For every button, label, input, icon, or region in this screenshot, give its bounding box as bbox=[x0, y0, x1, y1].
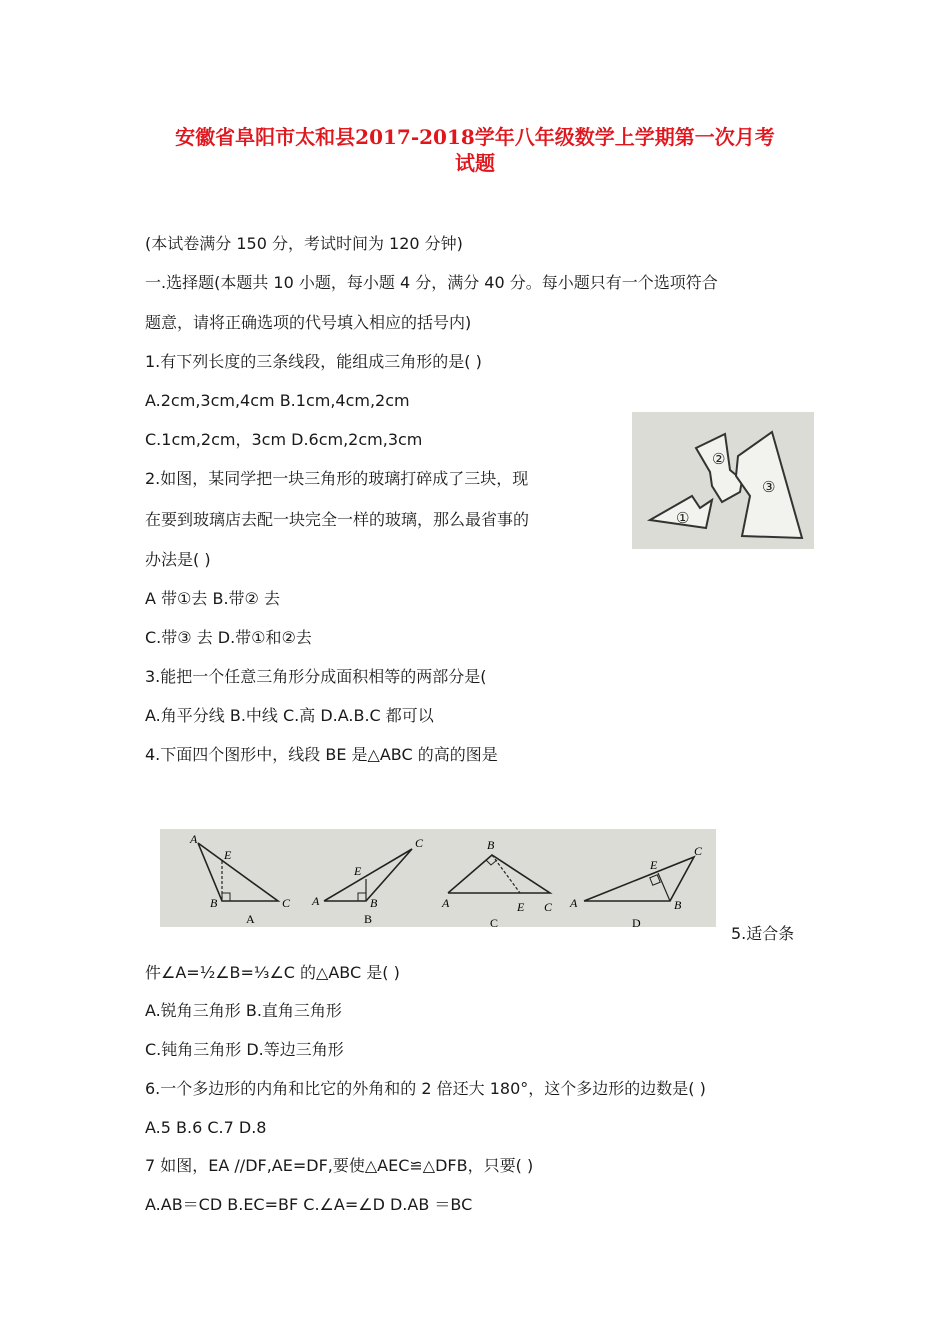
broken-glass-figure bbox=[632, 412, 814, 549]
vertex-c-d: C bbox=[694, 844, 703, 858]
caption-a: A bbox=[246, 912, 255, 926]
question-5: 5.适合条 bbox=[731, 924, 795, 943]
right-angle-mark-d bbox=[650, 875, 660, 885]
triangle-abc-c bbox=[448, 855, 550, 893]
right-angle-mark-c bbox=[486, 860, 497, 865]
triangle-abc-d bbox=[584, 857, 694, 901]
glass-label-1: ① bbox=[676, 509, 690, 527]
question-2-end: 办法是( ) bbox=[145, 550, 211, 569]
caption-d: D bbox=[632, 916, 641, 927]
glass-label-3: ③ bbox=[762, 478, 776, 496]
vertex-c-b: C bbox=[415, 836, 424, 850]
question-5-continued: 件∠A=½∠B=⅓∠C 的△ABC 是( ) bbox=[145, 963, 400, 982]
question-7: 7 如图，EA //DF,AE=DF,要使△AEC≌△DFB，只要( ) bbox=[145, 1156, 534, 1175]
triangles-drawing bbox=[160, 829, 716, 927]
exam-info: (本试卷满分 150 分，考试时间为 120 分钟) bbox=[145, 234, 463, 253]
question-2: 2.如图，某同学把一块三角形的玻璃打碎成了三块，现 bbox=[145, 469, 529, 488]
vertex-a-d: A bbox=[570, 896, 578, 910]
vertex-b-d: B bbox=[674, 898, 682, 912]
triangles-figure bbox=[160, 829, 716, 927]
question-2-continued: 在要到玻璃店去配一块完全一样的玻璃，那么最省事的 bbox=[145, 510, 530, 529]
triangle-panel-c bbox=[441, 838, 553, 927]
vertex-e-a: E bbox=[224, 848, 232, 862]
right-angle-mark-b bbox=[358, 893, 366, 901]
question-1-options-cd: C.1cm,2cm，3cm D.6cm,2cm,3cm bbox=[145, 430, 423, 449]
document-title-continued: 试题 bbox=[455, 151, 495, 175]
vertex-a-c: A bbox=[442, 896, 450, 910]
vertex-e-c: E bbox=[517, 900, 525, 914]
question-1: 1.有下列长度的三条线段，能组成三角形的是( ) bbox=[145, 352, 482, 371]
triangle-abc-b bbox=[324, 849, 412, 901]
question-3: 3.能把一个任意三角形分成面积相等的两部分是( bbox=[145, 667, 487, 686]
vertex-a-a: A bbox=[190, 832, 198, 846]
glass-piece-2 bbox=[696, 434, 742, 502]
vertex-b-a: B bbox=[210, 896, 218, 910]
question-4: 4.下面四个图形中，线段 BE 是△ABC 的高的图是 bbox=[145, 745, 498, 764]
question-6: 6.一个多边形的内角和比它的外角和的 2 倍还大 180°，这个多边形的边数是( ) bbox=[145, 1079, 706, 1098]
triangle-abc-a bbox=[198, 843, 278, 901]
vertex-a-b: A bbox=[312, 894, 320, 908]
right-angle-mark-a bbox=[222, 893, 230, 901]
caption-b: B bbox=[364, 912, 373, 926]
section-heading: 一.选择题(本题共 10 小题，每小题 4 分，满分 40 分。每小题只有一个选项符合 bbox=[145, 273, 718, 292]
vertex-c-c: C bbox=[544, 900, 553, 914]
question-3-options: A.角平分线 B.中线 C.高 D.A.B.C 都可以 bbox=[145, 706, 434, 725]
vertex-b-c: B bbox=[487, 838, 495, 852]
question-1-options-ab: A.2cm,3cm,4cm B.1cm,4cm,2cm bbox=[145, 391, 410, 410]
question-5-options-cd: C.钝角三角形 D.等边三角形 bbox=[145, 1040, 344, 1059]
question-5-options-ab: A.锐角三角形 B.直角三角形 bbox=[145, 1001, 342, 1020]
triangle-panel-d bbox=[569, 844, 703, 927]
triangle-panel-a bbox=[189, 832, 291, 926]
triangle-panel-b bbox=[311, 836, 424, 926]
vertex-e-b: E bbox=[354, 864, 362, 878]
question-2-options-cd: C.带③ 去 D.带①和②去 bbox=[145, 628, 312, 647]
document-title: 安徽省阜阳市太和县2017-2018学年八年级数学上学期第一次月考 bbox=[175, 125, 775, 149]
section-heading-continued: 题意，请将正确选项的代号填入相应的括号内) bbox=[145, 313, 472, 332]
caption-c: C bbox=[490, 916, 499, 927]
broken-glass-drawing bbox=[632, 412, 814, 549]
segment-be-d bbox=[658, 873, 670, 901]
question-6-options: A.5 B.6 C.7 D.8 bbox=[145, 1118, 267, 1137]
vertex-b-b: B bbox=[370, 896, 378, 910]
vertex-e-d: E bbox=[650, 858, 658, 872]
question-7-options: A.AB＝CD B.EC=BF C.∠A=∠D D.AB ＝BC bbox=[145, 1195, 473, 1214]
glass-label-2: ② bbox=[712, 450, 726, 468]
question-2-options-ab: A 带①去 B.带② 去 bbox=[145, 589, 280, 608]
vertex-c-a: C bbox=[282, 896, 291, 910]
